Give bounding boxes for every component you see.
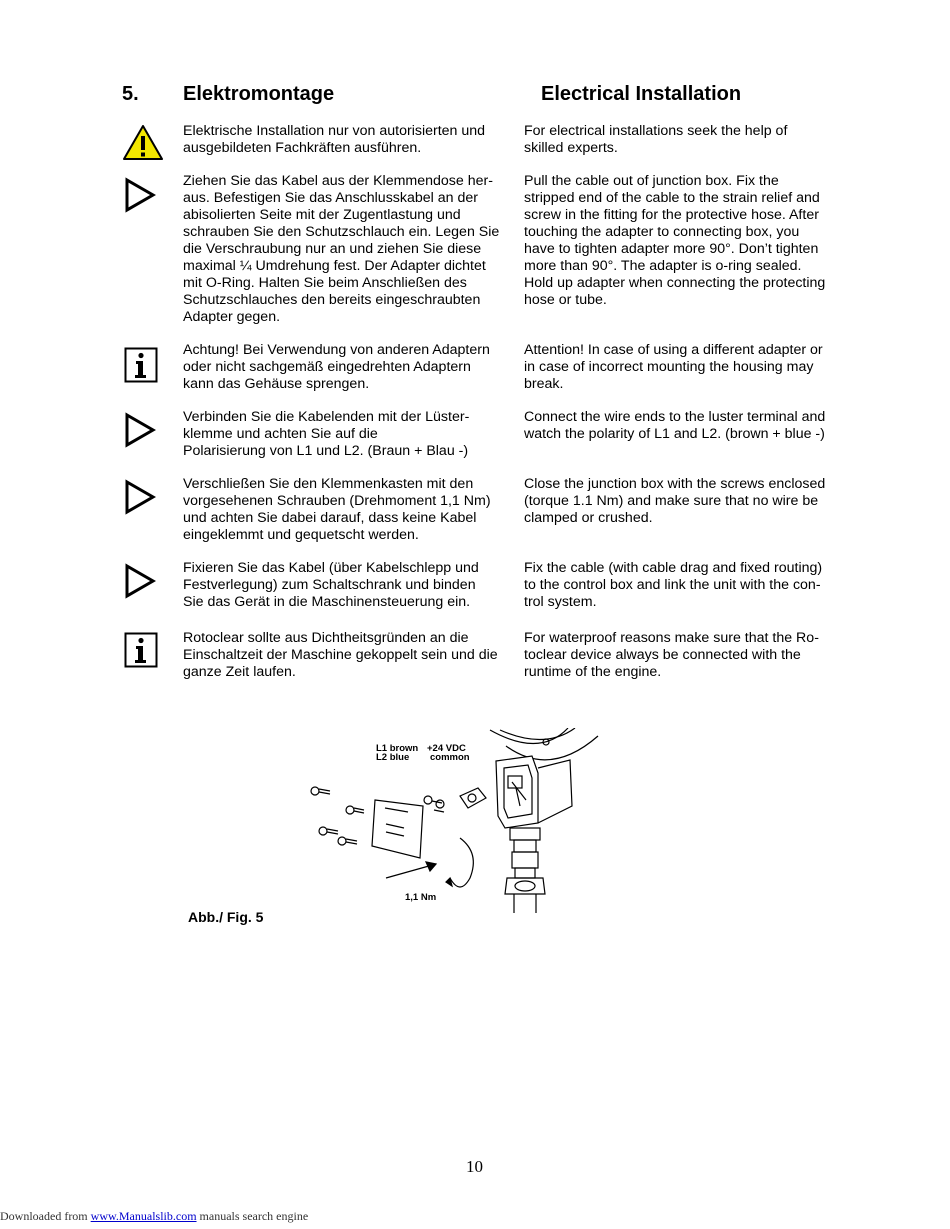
label-24vdc: +24 VDC xyxy=(427,743,466,754)
paragraph-en-4: Connect the wire ends to the luster terminal and watch the polarity of L1 and L2. (brown + blue -) xyxy=(524,409,826,442)
paragraph-de-5: Verschließen Sie den Klemmenkasten mit den vorgesehenen Schrauben (Drehmoment 1,1 Nm) und achten Sie dabei darauf, dass keine Kabel eingeklemmt und gequetscht werden. xyxy=(183,476,491,543)
paragraph-de-4: Verbinden Sie die Kabelenden mit der Lüster- klemme und achten Sie auf die Polarisierung von L1 und L2. (Braun + Blau -) xyxy=(183,409,470,459)
paragraph-en-7: For waterproof reasons make sure that the Ro- toclear device always be connected with the runtime of the engine. xyxy=(524,630,819,680)
paragraph-en-6: Fix the cable (with cable drag and fixed routing) to the control box and link the unit with the con- trol system. xyxy=(524,560,823,610)
paragraph-en-5: Close the junction box with the screws enclosed (torque 1.1 Nm) and make sure that no wire be clamped or crushed. xyxy=(524,476,826,526)
paragraph-de-2: Ziehen Sie das Kabel aus der Klemmendose her- aus. Befestigen Sie das Anschlusskabel an der abisolierten Seite mit der Zugentlastung und schrauben Sie den Schutzschlauch ein. Legen Sie die Verschraubung nur an und ziehen Sie diese maximal ¼ Umdrehung fest. Der Adapter dichtet mit O-Ring. Halten Sie beim Anschließen des Schutzschlauches den bereits eingeschraubten Adapter gegen. xyxy=(183,173,500,325)
info-icon xyxy=(124,347,158,383)
warning-triangle-icon xyxy=(122,124,164,162)
section-title-de: Elektromontage xyxy=(183,83,335,105)
page-number: 10 xyxy=(466,1157,483,1176)
footer-suffix: manuals search engine xyxy=(199,1209,309,1223)
play-arrow-icon xyxy=(124,563,156,599)
junction-box-diagram xyxy=(300,728,600,913)
paragraph-de-7: Rotoclear sollte aus Dichtheitsgründen an die Einschaltzeit der Maschine gekoppelt sein und die ganze Zeit laufen. xyxy=(183,630,498,680)
paragraph-de-3: Achtung! Bei Verwendung von anderen Adaptern oder nicht sachgemäß eingedrehten Adaptern kann das Gehäuse sprengen. xyxy=(183,342,490,392)
paragraph-en-2: Pull the cable out of junction box. Fix the stripped end of the cable to the strain relief and screw in the fitting for the protective hose. After touching the adapter to connecting box, you have to tighten adapter more 90°. Don’t tighten more than 90°. The adapter is o-ring sealed. Hold up adapter when connecting the protecting hose or tube. xyxy=(524,173,826,308)
info-icon xyxy=(124,632,158,668)
play-arrow-icon xyxy=(124,412,156,448)
label-l1: L1 brown xyxy=(376,743,419,754)
paragraph-en-3: Attention! In case of using a different adapter or in case of incorrect mounting the housing may break. xyxy=(524,342,823,392)
footer xyxy=(0,1209,308,1224)
paragraph-de-1: Elektrische Installation nur von autorisierten und ausgebildeten Fachkräften ausführen. xyxy=(183,123,486,156)
label-torque: 1,1 Nm xyxy=(405,892,437,903)
footer-prefix: Downloaded from xyxy=(0,1209,88,1223)
figure-caption: Abb./ Fig. 5 xyxy=(188,909,264,925)
play-arrow-icon xyxy=(124,479,156,515)
label-l2: L2 blue xyxy=(376,752,410,763)
paragraph-de-6: Fixieren Sie das Kabel (über Kabelschlepp und Festverlegung) zum Schaltschrank und binden Sie das Gerät in die Maschinensteuerung ein. xyxy=(183,560,479,610)
label-common: common xyxy=(430,752,470,763)
play-arrow-icon xyxy=(124,177,156,213)
section-title-en: Electrical Installation xyxy=(541,83,742,105)
section-number: 5. xyxy=(122,83,139,105)
paragraph-en-1: For electrical installations seek the help of skilled experts. xyxy=(524,123,788,156)
footer-link[interactable]: www.Manualslib.com xyxy=(90,1209,197,1223)
